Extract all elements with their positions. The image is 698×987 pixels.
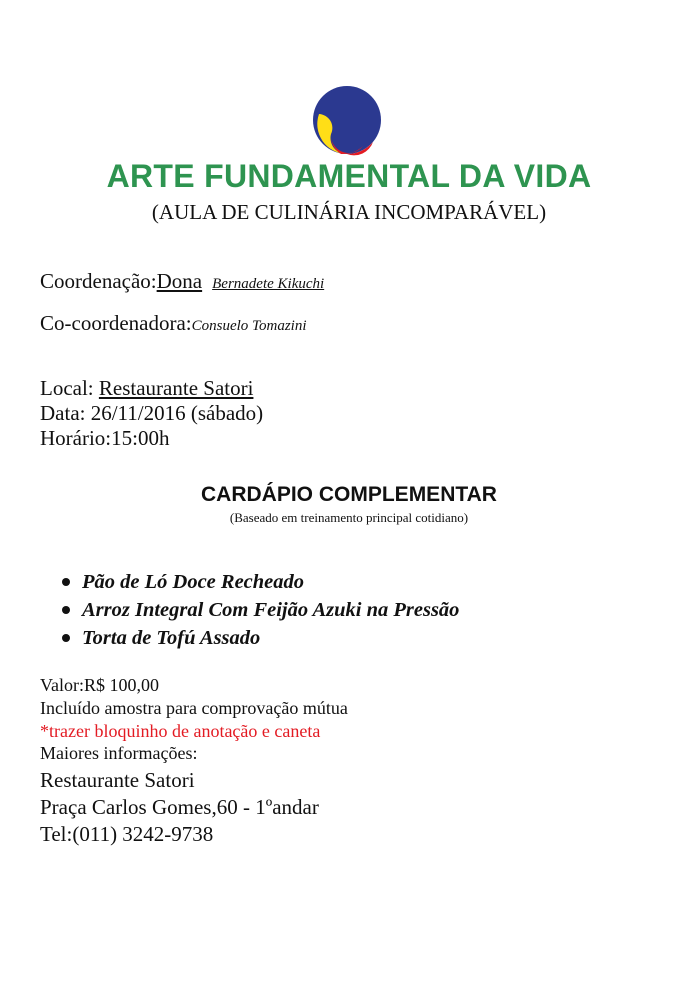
co-coordination-label: Co-coordenadora: <box>40 311 192 335</box>
bullet-icon <box>62 578 70 586</box>
local-value: Restaurante Satori <box>98 376 254 400</box>
menu-list <box>60 568 459 652</box>
menu-item-label: Torta de Tofú Assado <box>82 627 261 649</box>
local-line <box>40 376 253 401</box>
menu-title: CARDÁPIO COMPLEMENTAR <box>201 483 497 506</box>
page-subtitle: (AULA DE CULINÁRIA INCOMPARÁVEL) <box>151 200 547 224</box>
time-line: Horário:15:00h <box>40 426 170 450</box>
logo-icon <box>311 84 383 156</box>
menu-subtitle: (Baseado em treinamento principal cotidiano) <box>229 510 469 525</box>
more-info-label: Maiores informações: <box>40 743 198 763</box>
coordination-line <box>40 269 324 294</box>
local-label: Local: <box>40 376 99 400</box>
bullet-icon <box>62 606 70 614</box>
list-item <box>60 596 459 624</box>
included-line: Incluído amostra para comprovação mútua <box>40 698 348 718</box>
co-coordination-name: Consuelo Tomazini <box>191 318 307 334</box>
date-line: Data: 26/11/2016 (sábado) <box>40 401 264 425</box>
menu-item-label: Arroz Integral Com Feijão Azuki na Pressão <box>82 599 460 621</box>
list-item <box>60 568 459 596</box>
contact-restaurant: Restaurante Satori <box>40 768 195 792</box>
contact-phone: Tel:(011) 3242-9738 <box>40 822 214 846</box>
coordination-name: Dona <box>156 269 203 293</box>
page-title: ARTE FUNDAMENTAL DA VIDA <box>106 158 592 194</box>
list-item <box>60 624 459 652</box>
price-line: Valor:R$ 100,00 <box>40 675 159 695</box>
bring-notice: *trazer bloquinho de anotação e caneta <box>40 721 321 741</box>
co-coordination-line <box>40 311 307 336</box>
coordination-name-detail: Bernadete Kikuchi <box>212 276 325 292</box>
menu-item-label: Pão de Ló Doce Recheado <box>82 571 305 593</box>
contact-address: Praça Carlos Gomes,60 - 1ºandar <box>40 795 319 819</box>
bullet-icon <box>62 634 70 642</box>
coordination-label: Coordenação: <box>40 269 157 293</box>
